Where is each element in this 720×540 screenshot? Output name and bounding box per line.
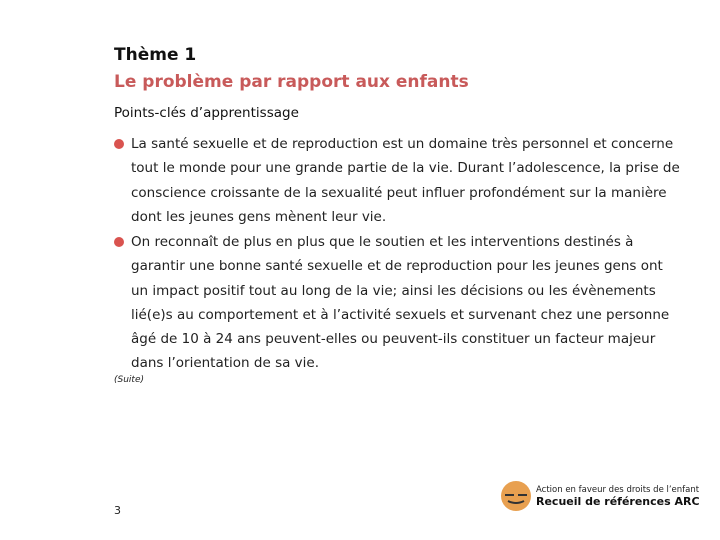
bullet-item: La santé sexuelle et de reproduction est un domaine très personnel et concerne tout le monde pour une grande partie de la vie. Durant l’adolescence, la prise de conscience croissante de la sexualité peut influer profondément sur la manière dont les jeunes gens mènent leur vie. xyxy=(114,132,684,229)
face-logo-icon xyxy=(500,480,532,512)
page-number: 3 xyxy=(114,504,121,517)
logo-line1: Action en faveur des droits de l’enfant xyxy=(536,484,700,495)
bullet-item: On reconnaît de plus en plus que le soutien et les interventions destinés à garantir une bonne santé sexuelle et de reproduction pour les jeunes gens ont un impact positif tout au long de la vie; ainsi les décisions ou les évènements lié(e)s au comportement et à l’activité sexuels et survenant chez une personne âgé de 10 à 24 ans peuvent-elles ou peuvent-ils constituer un facteur majeur dans l’orientation de sa vie. xyxy=(114,230,684,376)
bullet-icon xyxy=(114,139,124,149)
theme-label: Thème 1 xyxy=(114,45,197,65)
bullet-icon xyxy=(114,237,124,247)
page-title: Le problème par rapport aux enfants xyxy=(114,72,469,92)
section-heading: Points-clés d’apprentissage xyxy=(114,105,299,121)
arc-logo xyxy=(500,480,700,512)
logo-line2: Recueil de références ARC xyxy=(536,494,700,508)
continued-note: (Suite) xyxy=(114,375,145,385)
